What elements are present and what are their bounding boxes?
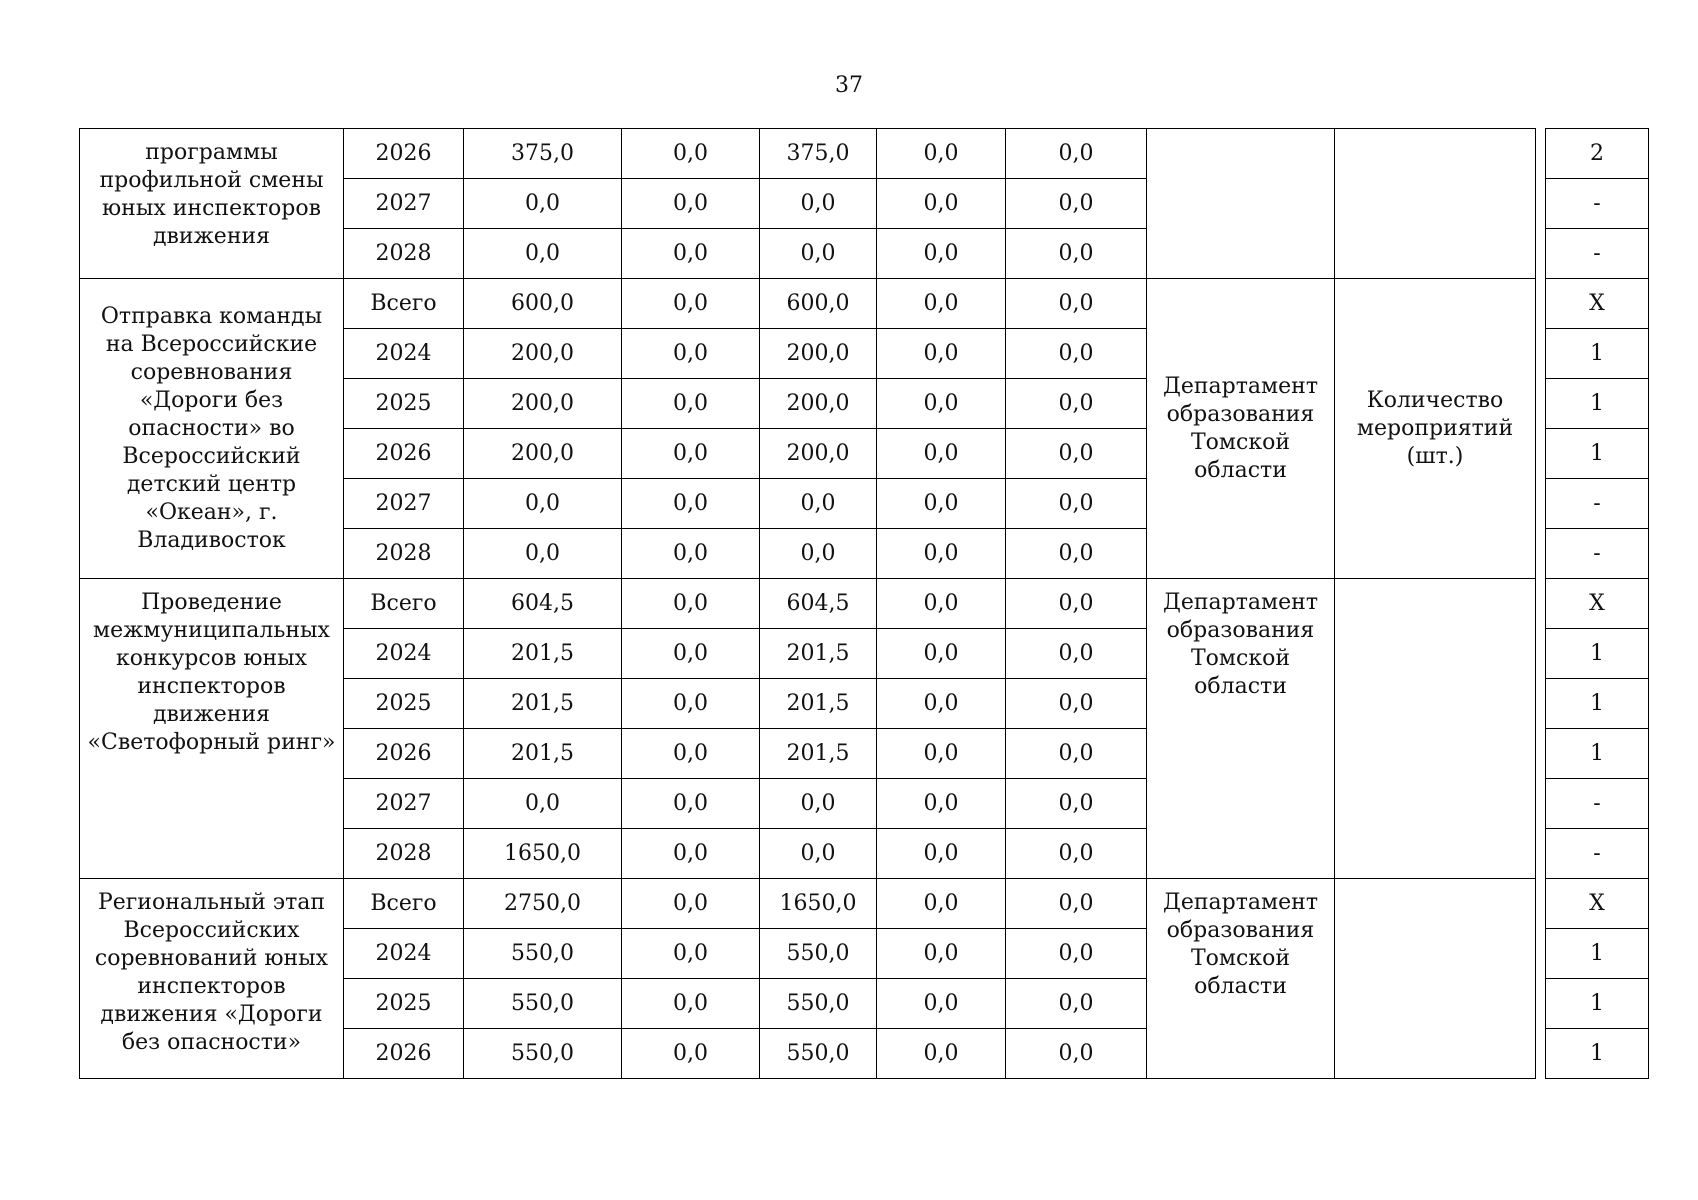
value-cell: 375,0 <box>760 129 877 179</box>
value-cell: 0,0 <box>877 479 1006 529</box>
year-cell: 2027 <box>344 479 464 529</box>
value-cell: 1650,0 <box>760 879 877 929</box>
total-cell: 0,0 <box>464 479 622 529</box>
value-cell: 0,0 <box>1006 429 1147 479</box>
value-cell: 0,0 <box>877 929 1006 979</box>
value-cell: 200,0 <box>760 379 877 429</box>
column-gap <box>1536 1029 1546 1079</box>
column-gap <box>1536 629 1546 679</box>
column-gap <box>1536 829 1546 879</box>
year-cell: 2024 <box>344 629 464 679</box>
value-cell: 0,0 <box>622 329 760 379</box>
total-cell: 200,0 <box>464 329 622 379</box>
value-cell: 0,0 <box>877 779 1006 829</box>
value-cell: 550,0 <box>760 1029 877 1079</box>
column-gap <box>1536 379 1546 429</box>
value-cell: 0,0 <box>760 479 877 529</box>
year-cell: 2028 <box>344 529 464 579</box>
year-cell: 2025 <box>344 379 464 429</box>
value-cell: 0,0 <box>1006 529 1147 579</box>
year-cell: 2026 <box>344 129 464 179</box>
value-cell: 0,0 <box>1006 879 1147 929</box>
indicator-name <box>1335 579 1536 879</box>
year-cell: 2026 <box>344 429 464 479</box>
value-cell: 0,0 <box>622 729 760 779</box>
value-cell: 0,0 <box>877 529 1006 579</box>
total-cell: 604,5 <box>464 579 622 629</box>
value-cell: 0,0 <box>877 629 1006 679</box>
activity-description: Отправка команды на Всероссийские соревнования «Дороги без опасности» во Всероссийский детский центр «Океан», г. Владивосток <box>80 279 344 579</box>
value-cell: 0,0 <box>1006 779 1147 829</box>
column-gap <box>1536 579 1546 629</box>
program-table <box>79 128 1649 1079</box>
column-gap <box>1536 779 1546 829</box>
value-cell: 0,0 <box>1006 179 1147 229</box>
activity-description: Проведение межмуниципальных конкурсов юных инспекторов движения «Светофорный ринг» <box>80 579 344 879</box>
value-cell: 0,0 <box>1006 379 1147 429</box>
value-cell: 0,0 <box>622 429 760 479</box>
plan-value-cell: X <box>1546 579 1649 629</box>
column-gap <box>1536 429 1546 479</box>
plan-value-cell: X <box>1546 279 1649 329</box>
table-row <box>80 879 1649 929</box>
value-cell: 0,0 <box>877 979 1006 1029</box>
column-gap <box>1536 879 1546 929</box>
plan-value-cell: 1 <box>1546 329 1649 379</box>
value-cell: 600,0 <box>760 279 877 329</box>
value-cell: 0,0 <box>622 829 760 879</box>
value-cell: 201,5 <box>760 679 877 729</box>
column-gap <box>1536 679 1546 729</box>
total-cell: 1650,0 <box>464 829 622 879</box>
value-cell: 0,0 <box>877 129 1006 179</box>
value-cell: 0,0 <box>1006 229 1147 279</box>
indicator-name: Количество мероприятий (шт.) <box>1335 279 1536 579</box>
responsible-department <box>1147 129 1335 279</box>
plan-value-cell: 2 <box>1546 129 1649 179</box>
column-gap <box>1536 129 1546 179</box>
value-cell: 0,0 <box>1006 479 1147 529</box>
total-cell: 375,0 <box>464 129 622 179</box>
column-gap <box>1536 979 1546 1029</box>
value-cell: 0,0 <box>1006 629 1147 679</box>
value-cell: 0,0 <box>622 529 760 579</box>
value-cell: 550,0 <box>760 929 877 979</box>
plan-value-cell: 1 <box>1546 979 1649 1029</box>
value-cell: 0,0 <box>622 979 760 1029</box>
plan-value-cell: X <box>1546 879 1649 929</box>
total-cell: 0,0 <box>464 779 622 829</box>
total-cell: 200,0 <box>464 429 622 479</box>
indicator-name <box>1335 129 1536 279</box>
value-cell: 0,0 <box>760 229 877 279</box>
plan-value-cell: - <box>1546 779 1649 829</box>
year-cell: 2024 <box>344 329 464 379</box>
total-cell: 550,0 <box>464 979 622 1029</box>
total-cell: 2750,0 <box>464 879 622 929</box>
value-cell: 0,0 <box>1006 279 1147 329</box>
value-cell: 0,0 <box>760 829 877 879</box>
value-cell: 0,0 <box>877 1029 1006 1079</box>
responsible-department: Департамент образования Томской области <box>1147 279 1335 579</box>
plan-value-cell: 1 <box>1546 429 1649 479</box>
value-cell: 0,0 <box>622 379 760 429</box>
value-cell: 0,0 <box>877 229 1006 279</box>
plan-value-cell: - <box>1546 229 1649 279</box>
table-row <box>80 579 1649 629</box>
value-cell: 0,0 <box>622 1029 760 1079</box>
plan-value-cell: 1 <box>1546 729 1649 779</box>
year-cell: 2026 <box>344 729 464 779</box>
value-cell: 0,0 <box>622 579 760 629</box>
year-cell: 2028 <box>344 829 464 879</box>
value-cell: 0,0 <box>622 129 760 179</box>
plan-value-cell: 1 <box>1546 629 1649 679</box>
plan-value-cell: - <box>1546 529 1649 579</box>
column-gap <box>1536 179 1546 229</box>
total-cell: 201,5 <box>464 629 622 679</box>
total-cell: 0,0 <box>464 229 622 279</box>
value-cell: 0,0 <box>877 379 1006 429</box>
plan-value-cell: 1 <box>1546 929 1649 979</box>
value-cell: 200,0 <box>760 429 877 479</box>
year-cell: Всего <box>344 579 464 629</box>
value-cell: 0,0 <box>1006 579 1147 629</box>
value-cell: 0,0 <box>877 679 1006 729</box>
value-cell: 0,0 <box>622 479 760 529</box>
value-cell: 604,5 <box>760 579 877 629</box>
value-cell: 0,0 <box>622 629 760 679</box>
value-cell: 0,0 <box>622 229 760 279</box>
value-cell: 201,5 <box>760 729 877 779</box>
value-cell: 0,0 <box>622 879 760 929</box>
column-gap <box>1536 279 1546 329</box>
value-cell: 0,0 <box>877 579 1006 629</box>
year-cell: Всего <box>344 879 464 929</box>
plan-value-cell: - <box>1546 479 1649 529</box>
value-cell: 0,0 <box>877 179 1006 229</box>
value-cell: 0,0 <box>877 879 1006 929</box>
total-cell: 0,0 <box>464 529 622 579</box>
indicator-name <box>1335 879 1536 1079</box>
column-gap <box>1536 229 1546 279</box>
column-gap <box>1536 329 1546 379</box>
value-cell: 0,0 <box>877 829 1006 879</box>
column-gap <box>1536 929 1546 979</box>
column-gap <box>1536 529 1546 579</box>
value-cell: 0,0 <box>760 779 877 829</box>
value-cell: 0,0 <box>622 179 760 229</box>
value-cell: 0,0 <box>1006 729 1147 779</box>
total-cell: 201,5 <box>464 679 622 729</box>
table-row <box>80 279 1649 329</box>
activity-description: Региональный этап Всероссийских соревнований юных инспекторов движения «Дороги без опасности» <box>80 879 344 1079</box>
year-cell: 2027 <box>344 179 464 229</box>
value-cell: 0,0 <box>1006 829 1147 879</box>
value-cell: 0,0 <box>877 329 1006 379</box>
table-row <box>80 129 1649 179</box>
activity-description: программы профильной смены юных инспекторов движения <box>80 129 344 279</box>
value-cell: 201,5 <box>760 629 877 679</box>
value-cell: 0,0 <box>622 779 760 829</box>
total-cell: 600,0 <box>464 279 622 329</box>
plan-value-cell: 1 <box>1546 679 1649 729</box>
year-cell: 2028 <box>344 229 464 279</box>
plan-value-cell: - <box>1546 179 1649 229</box>
value-cell: 0,0 <box>877 729 1006 779</box>
value-cell: 0,0 <box>622 279 760 329</box>
year-cell: 2025 <box>344 979 464 1029</box>
responsible-department: Департамент образования Томской области <box>1147 879 1335 1079</box>
value-cell: 0,0 <box>1006 329 1147 379</box>
value-cell: 0,0 <box>1006 679 1147 729</box>
value-cell: 0,0 <box>1006 929 1147 979</box>
responsible-department: Департамент образования Томской области <box>1147 579 1335 879</box>
year-cell: 2027 <box>344 779 464 829</box>
value-cell: 200,0 <box>760 329 877 379</box>
year-cell: 2026 <box>344 1029 464 1079</box>
total-cell: 200,0 <box>464 379 622 429</box>
value-cell: 0,0 <box>1006 1029 1147 1079</box>
value-cell: 0,0 <box>760 179 877 229</box>
total-cell: 201,5 <box>464 729 622 779</box>
value-cell: 550,0 <box>760 979 877 1029</box>
year-cell: 2025 <box>344 679 464 729</box>
total-cell: 550,0 <box>464 1029 622 1079</box>
year-cell: 2024 <box>344 929 464 979</box>
column-gap <box>1536 479 1546 529</box>
plan-value-cell: 1 <box>1546 1029 1649 1079</box>
total-cell: 0,0 <box>464 179 622 229</box>
value-cell: 0,0 <box>1006 129 1147 179</box>
year-cell: Всего <box>344 279 464 329</box>
plan-value-cell: 1 <box>1546 379 1649 429</box>
column-gap <box>1536 729 1546 779</box>
value-cell: 0,0 <box>622 679 760 729</box>
value-cell: 0,0 <box>622 929 760 979</box>
value-cell: 0,0 <box>1006 979 1147 1029</box>
value-cell: 0,0 <box>877 279 1006 329</box>
value-cell: 0,0 <box>877 429 1006 479</box>
value-cell: 0,0 <box>760 529 877 579</box>
page-number: 37 <box>835 73 863 98</box>
plan-value-cell: - <box>1546 829 1649 879</box>
total-cell: 550,0 <box>464 929 622 979</box>
